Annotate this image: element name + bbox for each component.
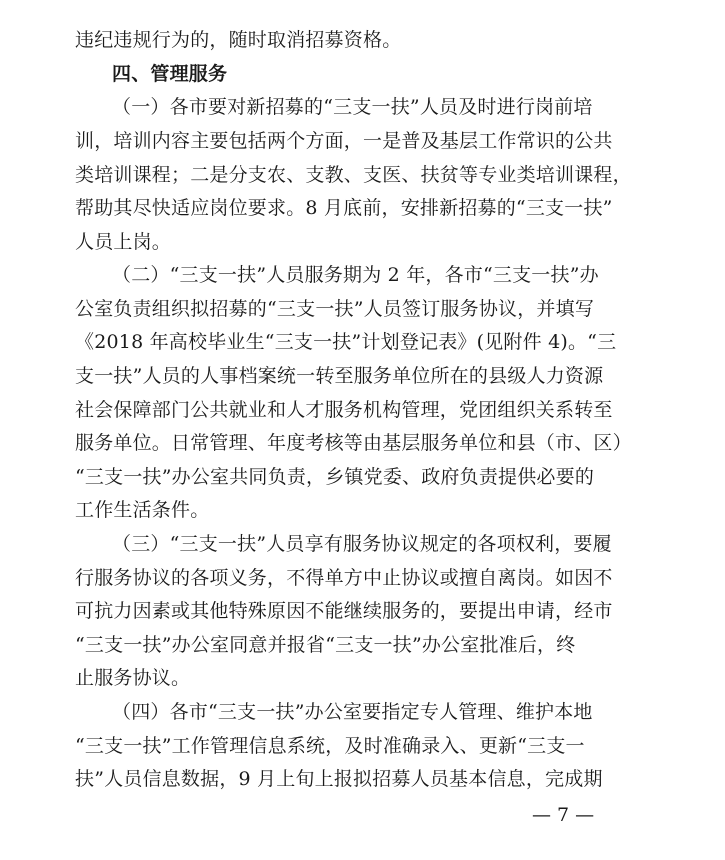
section-heading: 四、管理服务 xyxy=(112,63,228,85)
paragraph-line: 支一扶”人员的人事档案统一转至服务单位所在的县级人力资源 xyxy=(75,365,604,387)
paragraph-line: 社会保障部门公共就业和人才服务机构管理，党团组织关系转至 xyxy=(75,399,613,421)
paragraph-line: 止服务协议。 xyxy=(75,667,191,689)
paragraph-line: （一）各市要对新招募的“三支一扶”人员及时进行岗前培 xyxy=(112,96,593,118)
paragraph-line: 扶”人员信息数据，9 月上旬上报拟招募人员基本信息，完成期 xyxy=(75,768,603,790)
paragraph-line: 帮助其尽快适应岗位要求。8 月底前，安排新招募的“三支一扶” xyxy=(75,197,613,219)
paragraph-line: 类培训课程；二是分支农、支教、支医、扶贫等专业类培训课程， xyxy=(75,164,632,186)
paragraph-line: 行服务协议的各项义务，不得单方中止协议或擅自离岗。如因不 xyxy=(75,567,613,589)
paragraph-line: 服务单位。日常管理、年度考核等由基层服务单位和县（市、区） xyxy=(75,432,632,454)
page-number: — 7 — xyxy=(532,804,595,826)
paragraph-line: （三）“三支一扶”人员享有服务协议规定的各项权利，要履 xyxy=(112,533,612,555)
paragraph-line: 《2018 年高校毕业生“三支一扶”计划登记表》(见附件 4)。“三 xyxy=(75,331,617,353)
paragraph-line: （二）“三支一扶”人员服务期为 2 年，各市“三支一扶”办 xyxy=(112,264,599,286)
paragraph-line: “三支一扶”办公室同意并报省“三支一扶”办公室批准后，终 xyxy=(75,634,576,656)
paragraph-line: “三支一扶”办公室共同负责，乡镇党委、政府负责提供必要的 xyxy=(75,466,595,488)
body-line: 违纪违规行为的，随时取消招募资格。 xyxy=(75,29,402,51)
paragraph-line: 人员上岗。 xyxy=(75,231,172,253)
paragraph-line: “三支一扶”工作管理信息系统，及时准确录入、更新“三支一 xyxy=(75,735,585,757)
paragraph-line: 工作生活条件。 xyxy=(75,499,210,521)
paragraph-line: 训，培训内容主要包括两个方面，一是普及基层工作常识的公共 xyxy=(75,130,613,152)
paragraph-line: 公室负责组织拟招募的“三支一扶”人员签订服务协议，并填写 xyxy=(75,298,595,320)
paragraph-line: （四）各市“三支一扶”办公室要指定专人管理、维护本地 xyxy=(112,701,593,723)
paragraph-line: 可抗力因素或其他特殊原因不能继续服务的，要提出申请，经市 xyxy=(75,600,613,622)
